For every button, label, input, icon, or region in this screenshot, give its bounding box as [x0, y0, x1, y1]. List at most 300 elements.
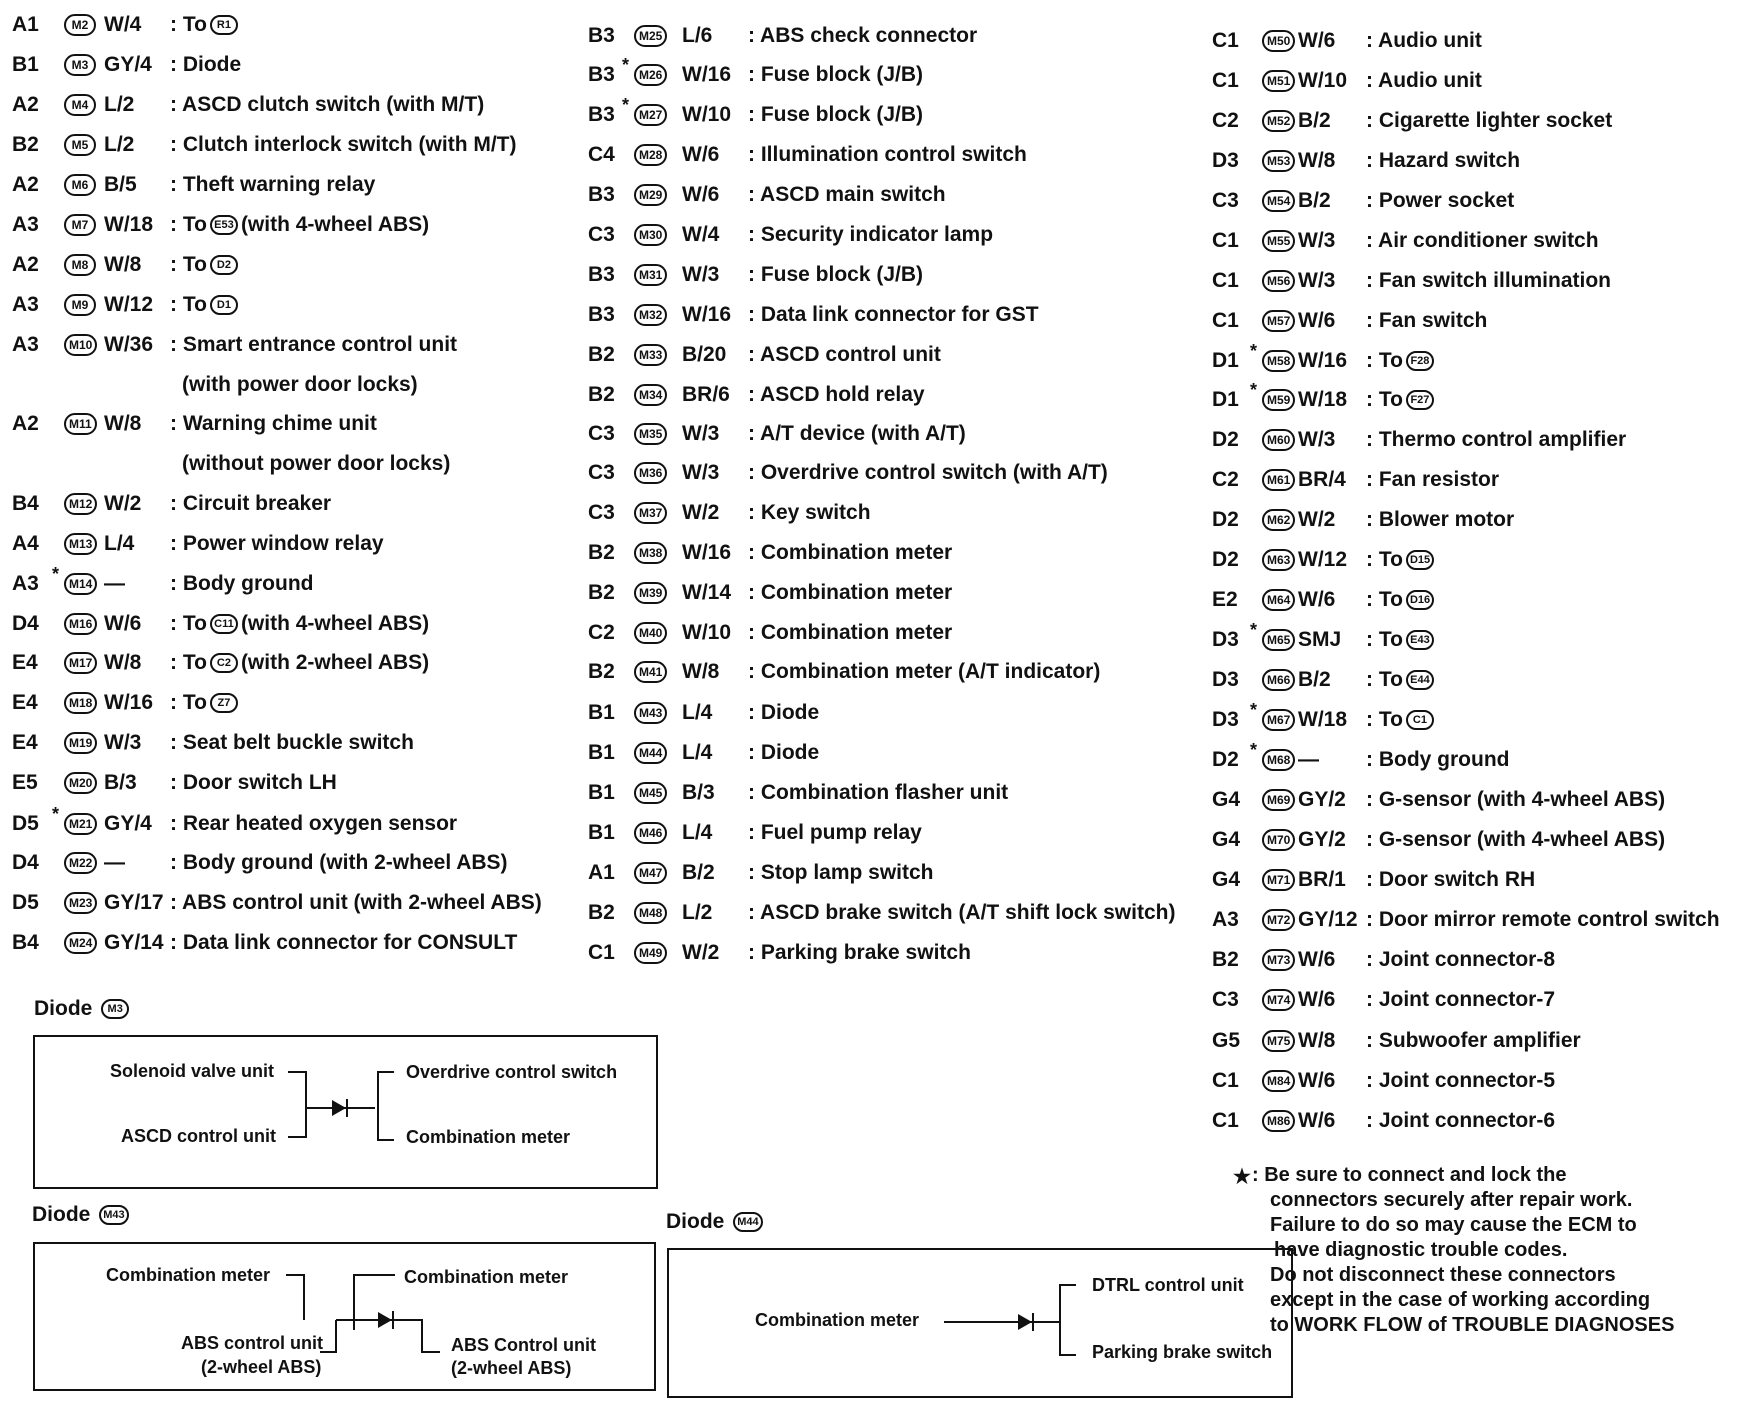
connector-badge: M60 [1262, 429, 1295, 451]
grid-location: D2 [1212, 548, 1239, 571]
connector-description: : Power window relay [170, 532, 384, 555]
grid-location: D3 [1212, 708, 1239, 731]
connector-badge: M64 [1262, 589, 1295, 611]
grid-location: D3 [1212, 668, 1239, 691]
connector-spec: GY/2 [1298, 828, 1346, 851]
connector-description: : Joint connector-6 [1366, 1109, 1556, 1132]
connector-spec: BR/1 [1298, 868, 1346, 891]
connector-spec: W/6 [1298, 988, 1336, 1011]
connector-row [1212, 544, 1748, 576]
connector-row [12, 49, 572, 81]
connector-badge: M28 [634, 144, 667, 166]
connector-spec: W/2 [682, 501, 720, 524]
grid-location: C3 [1212, 988, 1239, 1011]
connector-row [12, 608, 572, 640]
grid-location: A3 [1212, 908, 1239, 931]
connector-badge: M7 [64, 214, 96, 236]
star-marker: * [1250, 341, 1258, 361]
connector-description: : Fuse block (J/B) [748, 263, 924, 286]
connector-description: : Seat belt buckle switch [170, 731, 414, 754]
connector-description: : To Z7 [170, 691, 241, 715]
grid-location: E4 [12, 731, 38, 754]
connector-description: : Combination meter [748, 581, 953, 604]
grid-location: B1 [588, 821, 615, 844]
connector-description: : To E53 (with 4-wheel ABS) [170, 213, 430, 236]
grid-location: D2 [1212, 748, 1239, 771]
connector-spec: W/2 [104, 492, 142, 515]
connector-description: : Data link connector for CONSULT [170, 931, 518, 954]
connector-row [12, 249, 572, 281]
diode-m3-left-bottom: ASCD control unit [121, 1126, 276, 1146]
connector-spec: W/12 [104, 293, 154, 316]
diode-m43-left-bottom-1: ABS control unit [181, 1333, 323, 1353]
connector-description: : Security indicator lamp [748, 223, 994, 246]
grid-location: C2 [1212, 468, 1239, 491]
connector-spec: B/2 [1298, 109, 1331, 132]
connector-description: : Air conditioner switch [1366, 229, 1599, 252]
connector-description: : Diode [170, 53, 242, 76]
connector-row [588, 617, 1148, 649]
connector-spec: B/5 [104, 173, 137, 196]
connector-row [1212, 265, 1748, 297]
connector-badge: M57 [1262, 310, 1295, 332]
connector-spec: L/2 [104, 133, 135, 156]
reference-badge: C1 [1406, 710, 1434, 730]
connector-badge: M47 [634, 862, 667, 884]
reference-badge: F28 [1406, 351, 1434, 371]
connector-badge: M65 [1262, 629, 1295, 651]
connector-badge: M55 [1262, 230, 1295, 252]
connector-spec: — [104, 851, 125, 874]
connector-row [12, 564, 572, 600]
connector-badge: M27 [634, 104, 667, 126]
connector-badge: M63 [1262, 549, 1295, 571]
grid-location: B2 [588, 383, 615, 406]
connector-badge: M68 [1262, 749, 1295, 771]
diode-m44-right-top: DTRL control unit [1092, 1275, 1244, 1295]
connector-badge: M38 [634, 542, 667, 564]
connector-description: : Body ground [1366, 748, 1510, 771]
star-marker: * [622, 55, 630, 75]
connector-description: : Door mirror remote control switch [1366, 908, 1720, 931]
connector-spec: W/18 [104, 213, 154, 236]
connector-row [588, 55, 1148, 91]
connector-row [588, 299, 1148, 331]
connector-spec: W/4 [682, 223, 720, 246]
grid-location: G4 [1212, 788, 1241, 811]
connector-badge: M73 [1262, 949, 1295, 971]
connector-spec: W/2 [1298, 508, 1336, 531]
connector-description: : ABS control unit (with 2-wheel ABS) [170, 891, 542, 914]
connector-spec: W/8 [1298, 1029, 1336, 1052]
connector-row [12, 369, 572, 401]
connector-spec: B/3 [104, 771, 137, 794]
connector-spec: GY/2 [1298, 788, 1346, 811]
connector-description: : ASCD main switch [748, 183, 946, 206]
grid-location: D3 [1212, 149, 1239, 172]
connector-description: : ABS check connector [748, 24, 978, 47]
connector-badge: M40 [634, 622, 667, 644]
star-marker: * [622, 95, 630, 115]
reference-badge: E44 [1406, 670, 1434, 690]
reference-badge: F27 [1406, 390, 1434, 410]
diode-m43-right-bottom-2: (2-wheel ABS) [451, 1358, 572, 1378]
connector-spec: L/4 [104, 532, 135, 555]
connector-badge: M20 [64, 772, 97, 794]
connector-badge: M17 [64, 652, 97, 674]
grid-location: C2 [1212, 109, 1239, 132]
grid-location: D2 [1212, 428, 1239, 451]
connector-badge: M13 [64, 533, 97, 555]
connector-description: : Fuse block (J/B) [748, 103, 924, 126]
connector-badge: M72 [1262, 909, 1295, 931]
star-marker: * [1250, 380, 1258, 400]
connector-badge: M45 [634, 782, 667, 804]
connector-badge: M36 [634, 462, 667, 484]
connector-badge: M86 [1262, 1110, 1295, 1132]
connector-spec: W/14 [682, 581, 732, 604]
connector-row [1212, 984, 1748, 1016]
connector-spec: W/16 [682, 63, 732, 86]
connector-spec: SMJ [1298, 628, 1342, 651]
grid-location: C1 [588, 941, 615, 964]
grid-location: A2 [12, 173, 39, 196]
grid-location: C1 [1212, 1069, 1239, 1092]
connector-spec: B/2 [1298, 189, 1331, 212]
connector-description: : To D15 [1366, 548, 1437, 572]
connector-row [588, 95, 1148, 131]
grid-location: B1 [588, 781, 615, 804]
connector-badge: M26 [634, 64, 667, 86]
connector-row [12, 448, 572, 480]
connector-badge: M51 [1262, 70, 1295, 92]
reference-badge: E43 [1406, 630, 1434, 650]
grid-location: B1 [588, 701, 615, 724]
grid-location: B2 [12, 133, 39, 156]
connector-description: : Overdrive control switch (with A/T) [748, 461, 1108, 484]
connector-spec: W/10 [1298, 69, 1348, 92]
connector-badge: M75 [1262, 1030, 1295, 1052]
diode-m43-left-top: Combination meter [106, 1265, 271, 1285]
connector-spec: B/3 [682, 781, 715, 804]
star-marker: * [52, 804, 60, 824]
connector-badge: M32 [634, 304, 667, 326]
connector-badge: M34 [634, 384, 667, 406]
diode-m43-right-top: Combination meter [404, 1267, 569, 1287]
diode-m3-right-top: Overdrive control switch [406, 1062, 618, 1082]
connector-row [1212, 864, 1748, 896]
connector-badge: M5 [64, 134, 96, 156]
connector-badge: M4 [64, 94, 96, 116]
connector-spec: B/2 [1298, 668, 1331, 691]
connector-row [1212, 341, 1748, 377]
grid-location: C3 [588, 461, 615, 484]
grid-location: E2 [1212, 588, 1238, 611]
connector-spec: W/8 [104, 412, 142, 435]
connector-badge: M2 [64, 14, 96, 36]
reference-badge: D16 [1406, 590, 1434, 610]
connector-description: : To F28 [1366, 349, 1437, 373]
grid-location: B4 [12, 931, 39, 954]
note-star: ★ [1233, 1166, 1251, 1188]
connector-spec: L/4 [682, 741, 713, 764]
note-line-2: connectors securely after repair work. [1270, 1189, 1633, 1211]
connector-row [1212, 740, 1748, 776]
connector-badge: M53 [1262, 150, 1295, 172]
grid-location: A3 [12, 572, 39, 595]
connector-row [588, 537, 1148, 569]
grid-location: D3 [1212, 628, 1239, 651]
connector-spec: W/3 [1298, 269, 1336, 292]
connector-row [12, 687, 572, 719]
connector-spec: GY/14 [104, 931, 164, 954]
connector-row [1212, 584, 1748, 616]
star-marker: * [1250, 620, 1258, 640]
connector-description: : To D16 [1366, 588, 1437, 612]
diode-m3-title: Diode M3 [34, 997, 132, 1021]
grid-location: C3 [588, 422, 615, 445]
connector-spec: L/6 [682, 24, 713, 47]
connector-description: (without power door locks) [182, 452, 451, 475]
connector-badge: M44 [634, 742, 667, 764]
connector-row [12, 289, 572, 321]
connector-badge: M74 [1262, 989, 1295, 1011]
connector-spec: W/16 [104, 691, 154, 714]
connector-badge: M71 [1262, 869, 1295, 891]
diode-m43-right-bottom-1: ABS Control unit [451, 1335, 596, 1355]
connector-description: : ASCD clutch switch (with M/T) [170, 93, 485, 116]
connector-spec: GY/12 [1298, 908, 1358, 931]
connector-row [588, 577, 1148, 609]
star-marker: * [1250, 740, 1258, 760]
reference-badge: R1 [210, 15, 238, 35]
connector-description: : Fan switch [1366, 309, 1488, 332]
grid-location: B2 [588, 901, 615, 924]
connector-badge: M46 [634, 822, 667, 844]
grid-location: C3 [588, 501, 615, 524]
grid-location: B3 [588, 24, 615, 47]
connector-badge: M44 [733, 1212, 762, 1232]
connector-row [588, 697, 1148, 729]
connector-badge: M8 [64, 254, 96, 276]
connector-description: : To E43 [1366, 628, 1437, 652]
connector-row [1212, 944, 1748, 976]
connector-badge: M10 [64, 334, 97, 356]
connector-row [588, 777, 1148, 809]
grid-location: A4 [12, 532, 39, 555]
connector-description: : Thermo control amplifier [1366, 428, 1627, 451]
connector-row [12, 647, 572, 679]
reference-badge: D1 [210, 295, 238, 315]
connector-row [12, 488, 572, 520]
repair-note [1233, 1163, 1740, 1338]
diode-m44-left: Combination meter [755, 1310, 920, 1330]
connector-row [588, 339, 1148, 371]
grid-location: A2 [12, 253, 39, 276]
connector-badge: M61 [1262, 469, 1295, 491]
connector-spec: W/3 [682, 461, 720, 484]
connector-row [1212, 65, 1748, 97]
grid-location: A2 [12, 412, 39, 435]
connector-description: : Fuse block (J/B) [748, 63, 924, 86]
star-marker: * [52, 564, 60, 584]
connector-spec: W/16 [1298, 349, 1348, 372]
connector-row [588, 418, 1148, 450]
connector-spec: W/12 [1298, 548, 1348, 571]
connector-badge: M52 [1262, 110, 1295, 132]
connector-description: : Stop lamp switch [748, 861, 934, 884]
connector-spec: W/8 [104, 651, 142, 674]
connector-spec: GY/17 [104, 891, 164, 914]
connector-description: : Fan resistor [1366, 468, 1500, 491]
grid-location: D1 [1212, 349, 1239, 372]
connector-badge: M39 [634, 582, 667, 604]
connector-badge: M35 [634, 423, 667, 445]
connector-badge: M21 [64, 813, 97, 835]
grid-location: B3 [588, 303, 615, 326]
connector-description: (with power door locks) [182, 373, 418, 396]
connector-description: : Theft warning relay [170, 173, 376, 196]
grid-location: B1 [588, 741, 615, 764]
connector-description: : Combination meter (A/T indicator) [748, 660, 1101, 683]
diode-m44-title: Diode M44 [666, 1210, 766, 1234]
reference-badge: C2 [210, 653, 238, 673]
connector-spec: — [104, 572, 125, 595]
connector-badge: M50 [1262, 30, 1295, 52]
connector-description: : Warning chime unit [170, 412, 377, 435]
connector-spec: W/8 [1298, 149, 1336, 172]
connector-spec: W/3 [1298, 229, 1336, 252]
grid-location: B3 [588, 103, 615, 126]
connector-row [1212, 1105, 1748, 1137]
grid-location: B2 [1212, 948, 1239, 971]
grid-location: E4 [12, 691, 38, 714]
connector-description: : Diode [748, 701, 820, 724]
grid-location: D1 [1212, 388, 1239, 411]
connector-description: : To D2 [170, 253, 241, 277]
connector-description: : ASCD control unit [748, 343, 941, 366]
connector-spec: GY/4 [104, 812, 152, 835]
connector-row [1212, 784, 1748, 816]
connector-description: : Key switch [748, 501, 871, 524]
connector-description: : To D1 [170, 293, 241, 317]
diode-m3-left-top: Solenoid valve unit [110, 1061, 275, 1081]
connector-description: : Door switch LH [170, 771, 337, 794]
connector-badge: M11 [64, 413, 97, 435]
connector-spec: W/6 [1298, 1069, 1336, 1092]
connector-spec: W/16 [682, 541, 732, 564]
connector-row [12, 89, 572, 121]
connector-row [12, 129, 572, 161]
connector-badge: M22 [64, 852, 97, 874]
connector-spec: W/2 [682, 941, 720, 964]
connector-badge: M23 [64, 892, 97, 914]
connector-badge: M54 [1262, 190, 1295, 212]
connector-description: : Joint connector-5 [1366, 1069, 1556, 1092]
connector-badge: M43 [99, 1205, 128, 1225]
note-line-7: to WORK FLOW of TROUBLE DIAGNOSES [1270, 1314, 1675, 1336]
grid-location: B2 [588, 343, 615, 366]
connector-spec: — [1298, 748, 1319, 771]
connector-row [588, 259, 1148, 291]
connector-badge: M19 [64, 732, 97, 754]
grid-location: C3 [1212, 189, 1239, 212]
connector-row [1212, 424, 1748, 456]
grid-location: A3 [12, 333, 39, 356]
connector-spec: W/6 [682, 143, 720, 166]
connector-spec: W/3 [1298, 428, 1336, 451]
connector-description: : Joint connector-7 [1366, 988, 1556, 1011]
connector-row [1212, 824, 1748, 856]
connector-badge: M18 [64, 692, 97, 714]
connector-spec: W/4 [104, 13, 142, 36]
connector-badge: M14 [64, 573, 97, 595]
connector-badge: M37 [634, 502, 667, 524]
connector-row [588, 857, 1148, 889]
connector-row [588, 937, 1148, 969]
connector-row [1212, 1065, 1748, 1097]
connector-spec: BR/4 [1298, 468, 1346, 491]
connector-description: : Audio unit [1366, 69, 1482, 92]
connector-badge: M43 [634, 702, 667, 724]
connector-description: : ASCD brake switch (A/T shift lock switch) [748, 901, 1176, 924]
grid-location: C1 [1212, 309, 1239, 332]
connector-row [12, 847, 572, 879]
connector-description: : To C1 [1366, 708, 1437, 732]
connector-spec: B/20 [682, 343, 727, 366]
connector-description: : Door switch RH [1366, 868, 1536, 891]
connector-row [12, 727, 572, 759]
connector-badge: M49 [634, 942, 667, 964]
connector-badge: M33 [634, 344, 667, 366]
grid-location: B4 [12, 492, 39, 515]
connector-row [1212, 225, 1748, 257]
connector-row [12, 408, 572, 440]
connector-description: : Power socket [1366, 189, 1515, 212]
connector-row [1212, 1025, 1748, 1057]
connector-row [588, 656, 1148, 688]
grid-location: C3 [588, 223, 615, 246]
connector-badge: M59 [1262, 389, 1295, 411]
star-marker: * [1250, 700, 1258, 720]
connector-row [588, 379, 1148, 411]
connector-description: : To R1 [170, 13, 241, 37]
diode-m43-left-bottom-2: (2-wheel ABS) [201, 1357, 322, 1377]
connector-description: : To C11 (with 4-wheel ABS) [170, 612, 430, 635]
connector-badge: M3 [101, 999, 129, 1019]
grid-location: A1 [12, 13, 39, 36]
connector-description: : Hazard switch [1366, 149, 1521, 172]
connector-spec: GY/4 [104, 53, 152, 76]
connector-description: : Subwoofer amplifier [1366, 1029, 1581, 1052]
connector-badge: M9 [64, 294, 96, 316]
connector-badge: M70 [1262, 829, 1295, 851]
connector-badge: M69 [1262, 789, 1295, 811]
connector-row [588, 20, 1148, 52]
connector-description: : Illumination control switch [748, 143, 1027, 166]
note-line-6: except in the case of working according [1270, 1289, 1651, 1311]
connector-spec: W/16 [682, 303, 732, 326]
connector-description: : Audio unit [1366, 29, 1482, 52]
connector-badge: M58 [1262, 350, 1295, 372]
diode-m44-right-bottom: Parking brake switch [1092, 1342, 1273, 1362]
connector-spec: W/18 [1298, 388, 1348, 411]
connector-row [1212, 700, 1748, 736]
connector-row [1212, 105, 1748, 137]
connector-spec: L/4 [682, 821, 713, 844]
connector-spec: W/6 [104, 612, 142, 635]
connector-row [588, 897, 1176, 929]
